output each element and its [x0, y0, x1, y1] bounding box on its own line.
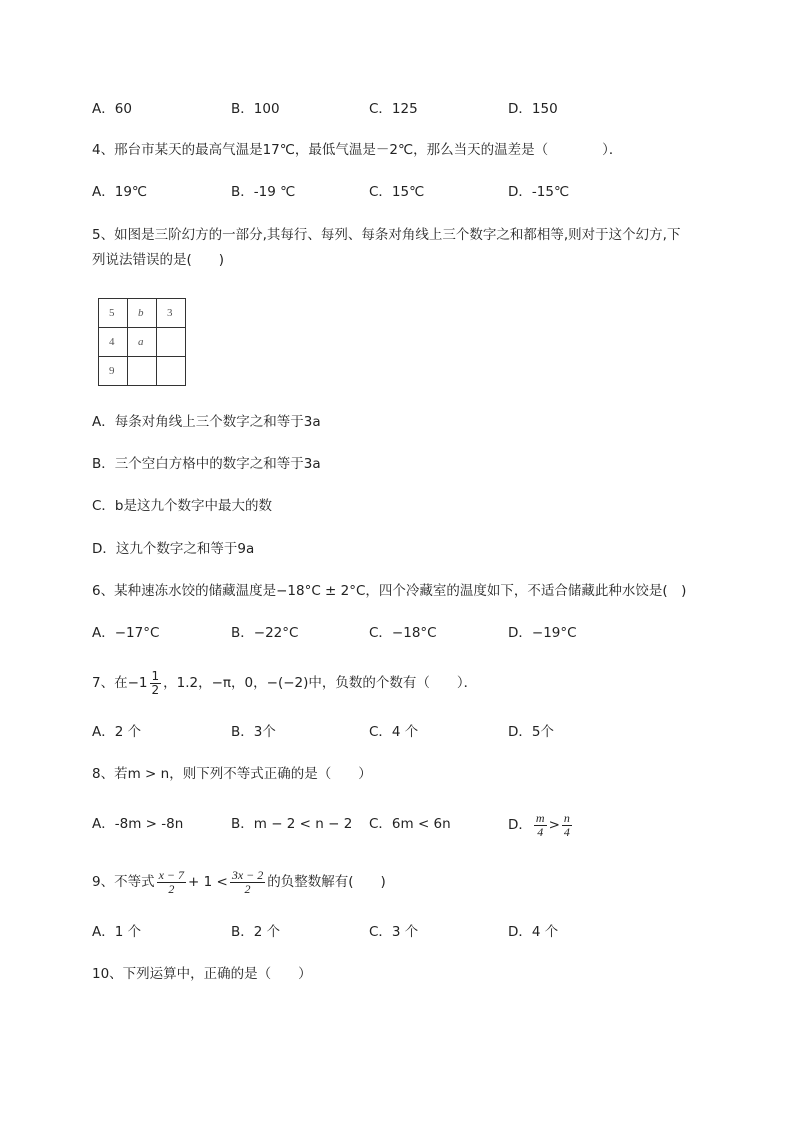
q9-option-a: A．1 个: [92, 924, 142, 940]
q4-option-c: C．15℃: [369, 184, 425, 200]
q7-option-d: D．5个: [508, 724, 554, 740]
q8-d-frac1: [534, 812, 547, 839]
q6-option-c: C．−18°C: [369, 625, 437, 641]
q8-option-a: A．-8m > -8n: [92, 816, 184, 832]
q8-option-d-label: D．: [508, 817, 532, 833]
q7-stem-before: 7、在−1: [92, 675, 148, 691]
q8-d-op: >: [548, 817, 560, 833]
q9-f1-den: 2: [168, 881, 175, 896]
q6-option-d: D．−19°C: [508, 625, 577, 641]
grid-cell: b: [128, 299, 157, 328]
q9-mid: + 1 <: [188, 874, 228, 890]
q9-option-d: D．4 个: [508, 924, 559, 940]
q9-fraction-2: [230, 869, 265, 896]
q8-stem: 8、若m > n，则下列不等式正确的是（ ）: [92, 766, 372, 782]
q5-stem-line1: 5、如图是三阶幻方的一部分,其每行、每列、每条对角线上三个数字之和都相等,则对于这个幻方,下: [92, 227, 681, 243]
q9-stem-before: 9、不等式: [92, 874, 155, 890]
q9-fraction-1: [157, 869, 186, 896]
q9-stem: [92, 866, 386, 898]
q7-stem: [92, 667, 477, 699]
q7-frac-num: 1: [151, 668, 160, 683]
q8-d-frac2-den: 4: [563, 824, 570, 839]
q5-option-d: D．这九个数字之和等于9a: [92, 541, 255, 557]
grid-cell: 5: [99, 299, 128, 328]
q9-stem-after: 的负整数解有( ): [267, 874, 386, 890]
q9-f2-num: 3x − 2: [231, 867, 264, 882]
q7-option-a: A．2 个: [92, 724, 142, 740]
q8-option-c: C．6m < 6n: [369, 816, 451, 832]
grid-cell: 4: [99, 328, 128, 357]
q5-option-b: B．三个空白方格中的数字之和等于3a: [92, 456, 321, 472]
q3-option-d: D．150: [508, 101, 558, 117]
q9-option-c: C．3 个: [369, 924, 419, 940]
q6-option-b: B．−22°C: [231, 625, 299, 641]
q8-d-frac1-den: 4: [537, 824, 544, 839]
grid-cell: 9: [99, 357, 128, 386]
q5-option-c: C．b是这九个数字中最大的数: [92, 498, 272, 514]
q7-fraction: [150, 670, 162, 697]
q7-stem-after: ，1.2，−π，0，−(−2)中，负数的个数有（ ）．: [163, 675, 478, 691]
q5-option-a: A．每条对角线上三个数字之和等于3a: [92, 414, 321, 430]
q3-option-b: B．100: [231, 101, 280, 117]
grid-cell: 3: [157, 299, 186, 328]
q3-option-a: A．60: [92, 101, 132, 117]
q8-d-frac1-num: m: [535, 810, 545, 825]
q9-f1-num: x − 7: [158, 867, 185, 882]
q4-option-d: D．-15℃: [508, 184, 570, 200]
q4-option-b: B．-19 ℃: [231, 184, 296, 200]
grid-cell: [157, 357, 186, 386]
q8-d-frac2: [562, 812, 572, 839]
grid-cell: [128, 357, 157, 386]
q4-option-a: A．19℃: [92, 184, 148, 200]
q4-stem: 4、邢台市某天的最高气温是17℃，最低气温是－2℃，那么当天的温差是（ ）．: [92, 142, 623, 158]
q8-option-d: [508, 810, 574, 840]
q10-stem: 10、下列运算中，正确的是（ ）: [92, 966, 312, 982]
q6-stem: 6、某种速冻水饺的储藏温度是−18°C ± 2°C，四个冷藏室的温度如下，不适合储藏此种水饺是( ): [92, 583, 687, 599]
magic-square-grid: [98, 298, 186, 386]
grid-cell: [157, 328, 186, 357]
q7-option-b: B．3个: [231, 724, 276, 740]
q3-option-c: C．125: [369, 101, 418, 117]
q7-option-c: C．4 个: [369, 724, 419, 740]
q6-option-a: A．−17°C: [92, 625, 160, 641]
q8-d-frac2-num: n: [563, 810, 570, 825]
q5-stem-line2: 列说法错误的是( ): [92, 252, 225, 268]
q9-f2-den: 2: [244, 881, 251, 896]
q9-option-b: B．2 个: [231, 924, 281, 940]
grid-cell: a: [128, 328, 157, 357]
q7-frac-den: 2: [151, 682, 160, 697]
q8-option-b: B．m − 2 < n − 2: [231, 816, 353, 832]
